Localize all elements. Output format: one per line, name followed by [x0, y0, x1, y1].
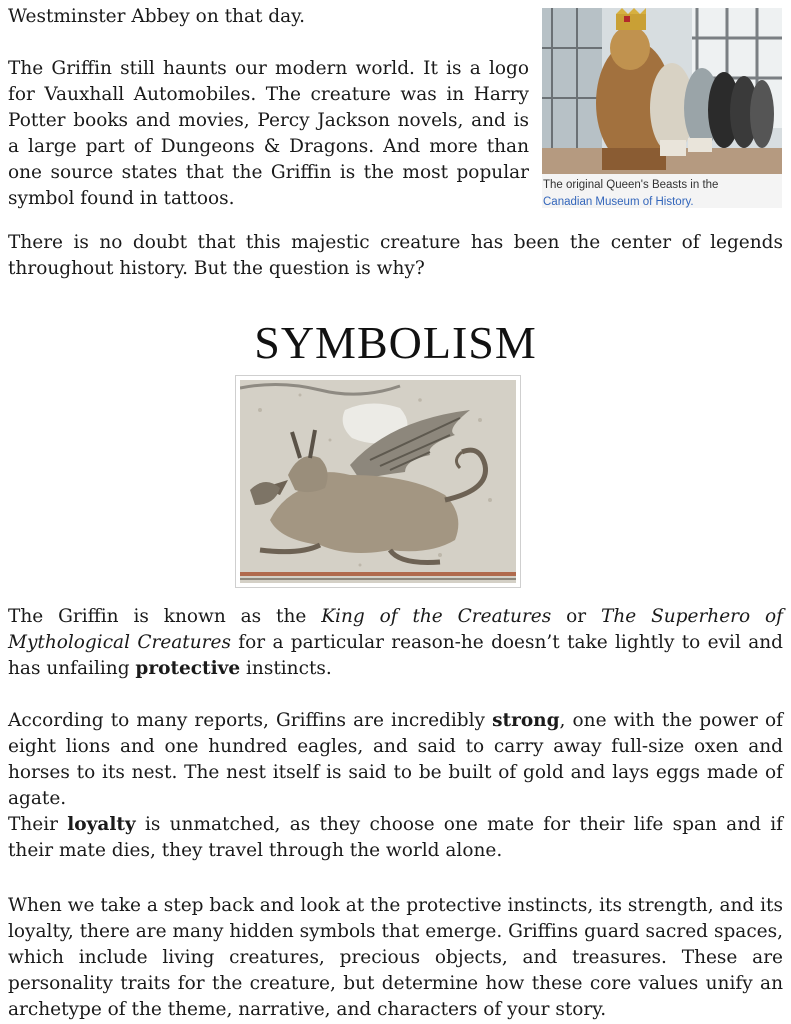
- museum-link[interactable]: Canadian Museum of History.: [543, 196, 694, 208]
- griffin-mosaic-frame: [235, 375, 521, 588]
- known-text-4: instincts.: [240, 658, 332, 679]
- caption-text: The original Queen's Beasts in the: [543, 179, 719, 191]
- loyalty-paragraph: [8, 812, 783, 864]
- known-bold-protective: protective: [135, 658, 241, 679]
- king-of-creatures-paragraph: [8, 604, 783, 682]
- griffin-mosaic-image[interactable]: [240, 380, 516, 583]
- strength-paragraph: [8, 708, 783, 812]
- intro-line: Westminster Abbey on that day.: [8, 6, 306, 27]
- strong-bold: strong: [492, 710, 560, 731]
- known-text-3: for a particular reason-he doesn’t take lightly to evil and has unfailing: [8, 632, 783, 679]
- queens-beasts-figure: [542, 8, 782, 208]
- queens-beasts-caption: [543, 177, 781, 211]
- known-text-1: The Griffin is known as the: [8, 606, 322, 627]
- loyal-bold: loyalty: [67, 814, 136, 835]
- griffin-modern-paragraph: The Griffin still haunts our modern world. It is a logo for Vauxhall Automobiles. The creature was in Harry Potter books and movies, Percy Jackson novels, and is a large part of Dungeons & Dragons. And more than one source states that the Griffin is the most popular symbol found in tattoos.: [8, 58, 529, 209]
- queens-beasts-photo[interactable]: [542, 8, 782, 174]
- hidden-symbols-paragraph: When we take a step back and look at the protective instincts, its strength, and its loyalty, there are many hidden symbols that emerge. Griffins guard sacred spaces, which include living creatures, precious objects, and treasures. These are personality traits for the creature, but determine how these core values unify an archetype of the theme, narrative, and characters of your story.: [8, 895, 783, 1020]
- known-italic-1: King of the Creatures: [321, 606, 552, 627]
- known-text-2: or: [551, 606, 601, 627]
- loyal-text-2: is unmatched, as they choose one mate for their life span and if their mate dies, they travel through the world alone.: [8, 814, 784, 861]
- legend-question-paragraph: There is no doubt that this majestic creature has been the center of legends throughout history. But the question is why?: [8, 232, 783, 279]
- strong-text-1: According to many reports, Griffins are incredibly: [8, 710, 493, 731]
- loyal-text-1: Their: [8, 814, 68, 835]
- strong-text-2: , one with the power of eight lions and one hundred eagles, and said to carry away full-size oxen and horses to its nest. The nest itself is said to be built of gold and lays eggs made of agate.: [8, 710, 783, 809]
- known-italic-2: The Superhero of Mythological Creatures: [8, 606, 783, 653]
- section-heading: SYMBOLISM: [254, 317, 537, 368]
